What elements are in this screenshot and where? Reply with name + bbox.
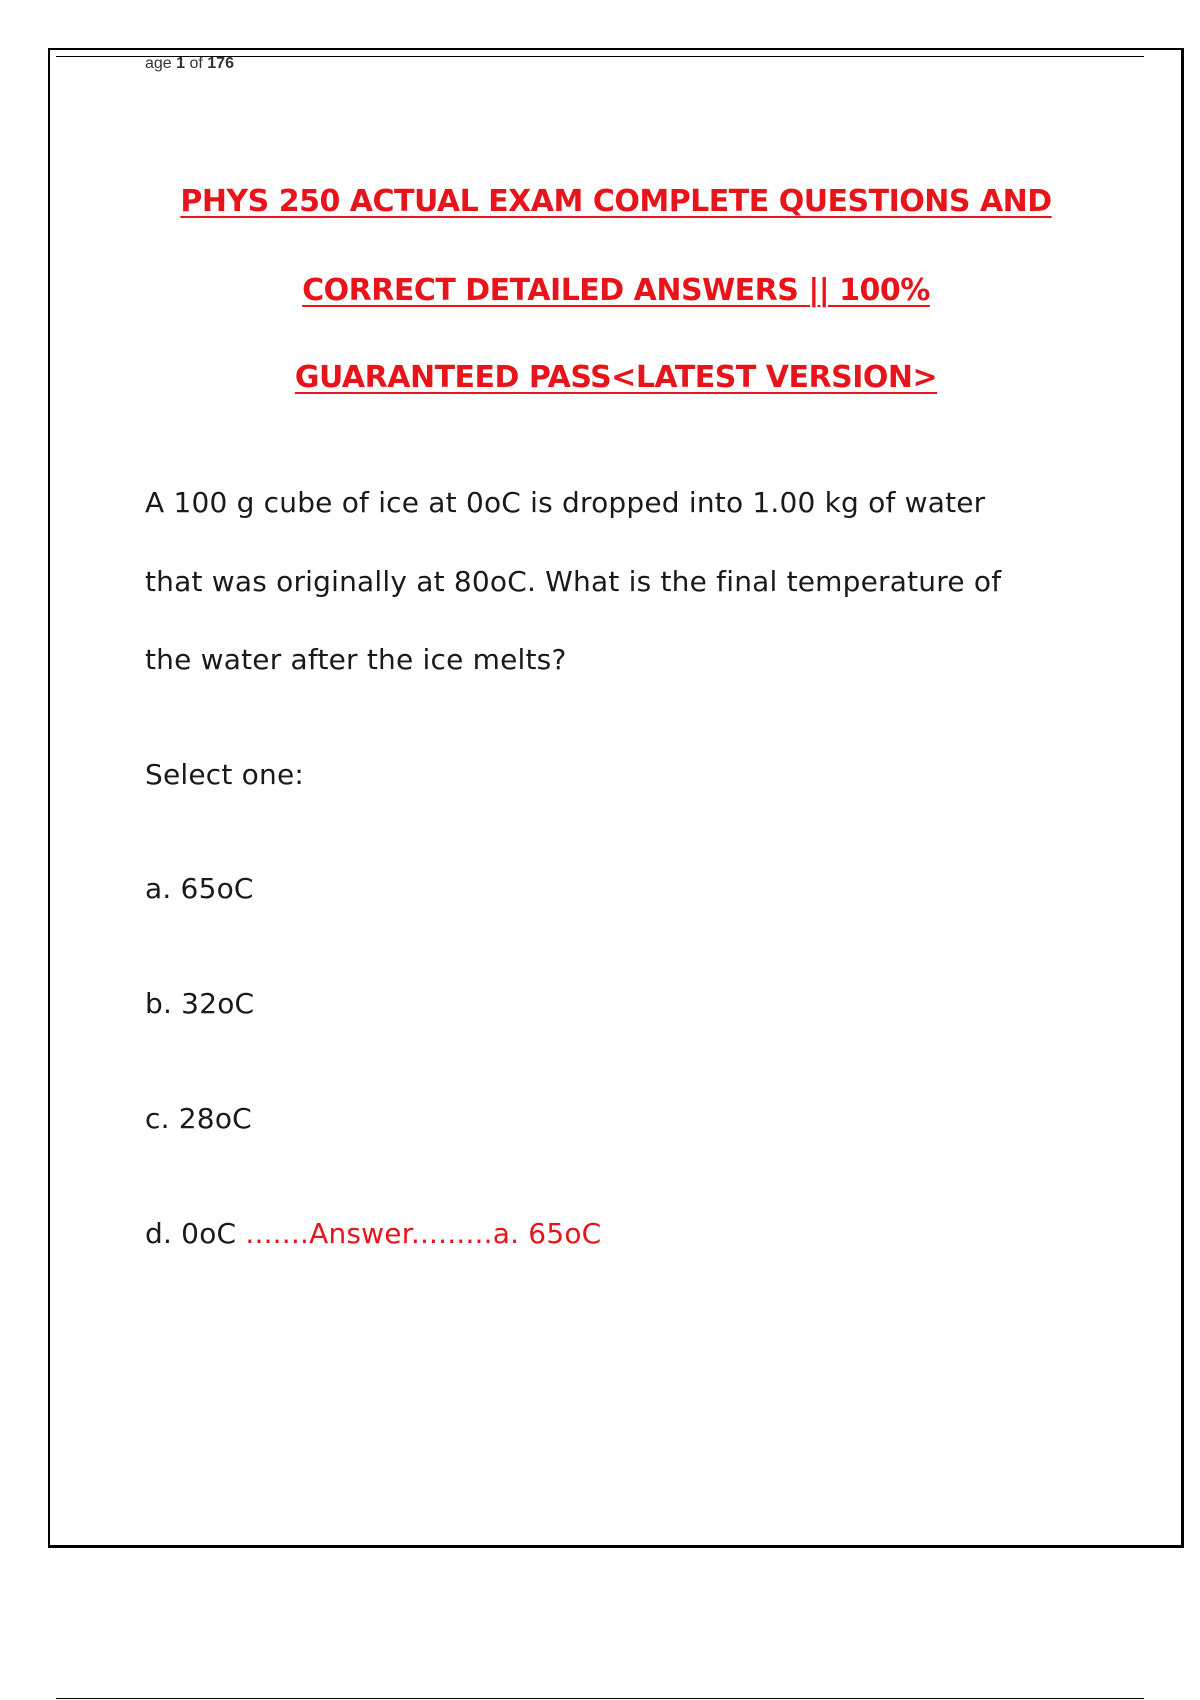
document-title-line-2: CORRECT DETAILED ANSWERS || 100% (302, 273, 930, 308)
page-counter-of: of (185, 55, 208, 72)
question-text-line-1: A 100 g cube of ice at 0oC is dropped into 1.00 kg of water (145, 486, 986, 519)
option-d-row (145, 1217, 601, 1250)
page-counter-prefix: age (145, 55, 177, 72)
document-title-line-1: PHYS 250 ACTUAL EXAM COMPLETE QUESTIONS AND (180, 184, 1052, 219)
option-c: c. 28oC (145, 1102, 252, 1135)
page-counter (145, 55, 234, 73)
document-title-line-3: GUARANTEED PASS<LATEST VERSION> (294, 360, 938, 395)
answer-key: .......Answer.........a. 65oC (236, 1217, 602, 1250)
question-text-line-3: the water after the ice melts? (145, 643, 567, 676)
footer-rule (56, 1698, 1144, 1699)
option-b: b. 32oC (145, 987, 255, 1020)
option-d: d. 0oC (145, 1217, 237, 1250)
page-number: 1 (176, 55, 186, 72)
question-text-line-2: that was originally at 80oC. What is the final temperature of (145, 565, 1002, 598)
page-total: 176 (207, 55, 234, 72)
select-one-prompt: Select one: (145, 758, 305, 791)
option-a: a. 65oC (145, 872, 254, 905)
